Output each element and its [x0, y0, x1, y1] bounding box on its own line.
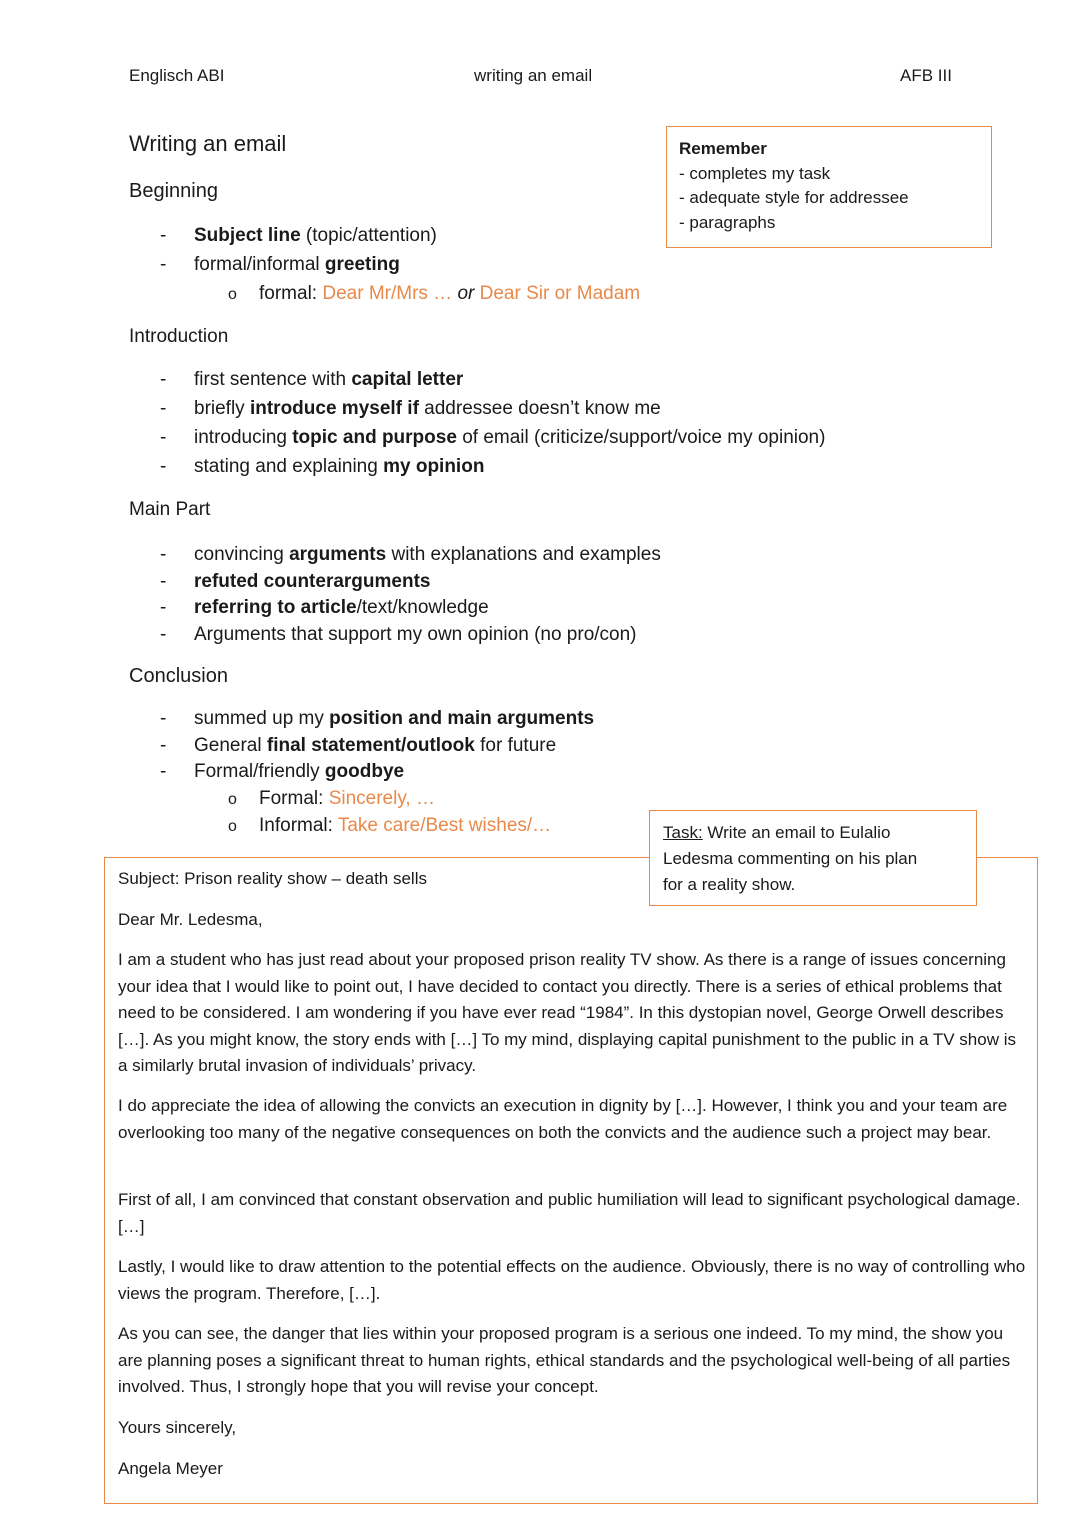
dash-bullet: -: [160, 427, 167, 448]
task-box: Task: Write an email to Eulalio Ledesma commenting on his plan for a reality show.: [649, 810, 977, 906]
email-paragraph: I am a student who has just read about your proposed prison reality TV show. As there is a range of issues concerning your idea that I would like to point out, I have decided to contact you directly. There is a series of ethical problems that need to be considered. I am wondering if you have ever read “1984”. In this dystopian novel, George Orwell describes […]. As you might know, the story ends with […] To my mind, displaying capital punishment to the public in a TV show is a similarly brutal invasion of individuals’ privacy.: [118, 950, 1016, 1075]
circle-bullet: o: [228, 818, 237, 835]
dash-bullet: -: [160, 254, 167, 275]
remember-item: - paragraphs: [679, 212, 776, 232]
page-title: Writing an email: [129, 131, 287, 156]
document-page: Englisch ABI writing an email AFB III Writing an email Remember - completes my task - adequate style for addressee - paragraphs Beginning - Subject line (topic/attention) - formal/informal greeting o formal: Dear Mr/Mrs … or Dear Sir or Madam Introduction - first sentence with capital letter - briefly introduce myself if addressee doesn’t know me - introducing topic and purpose of email (criticize/support/voice my opinion) - stating and explaining my opinion Main Part - convincing arguments with explanations and examples - refuted counterarguments - referring to article/text/knowledge - Arguments that support my own opinion (no pro/con) Conclusion - summed up my position and main arguments - General final statement/outlook for future - Formal/friendly goodbye o Formal: Sincerely, … o Informal: Take care/Best wishes/… Task: Write an email to Eulalio Ledesma commenting on his plan for a reality show. Subject: Prison reality show – death sells Dear Mr. Ledesma, I am a student who has just read about your proposed prison reality TV show. As there is a range of issues concerning your idea that I would like to point out, I have decided to contact you directly. There is a series of ethical problems that need to be considered. I am wondering if you have ever read “1984”. In this dystopian novel, George Orwell describes […]. As you might know, the story ends with […] To my mind, displaying capital punishment to the public in a TV show is a similarly brutal invasion of individuals’ privacy. I do appreciate the idea of allowing the convicts an execution in dignity by […]. However, I think you and your team are overlooking too many of the negative consequences on both the convicts and the audience such a project may bear. First of all, I am convinced that constant observation and public humiliation will lead to significant psychological damage. […] Lastly, I would like to draw attention to the potential effects on the audience. Obviously, there is no way of controlling who views the program. Therefore, […]. As you can see, the danger that lies within your proposed program is a serious one indeed. To my mind, the show you are planning poses a significant threat to human rights, ethical standards and the psychological well-being of all parties involved. Thus, I strongly hope that you will revise your concept. Yours sincerely, Angela Meyer: [0, 0, 1080, 1527]
dash-bullet: -: [160, 544, 167, 565]
dash-bullet: -: [160, 225, 167, 246]
dash-bullet: -: [160, 369, 167, 390]
email-salutation: Dear Mr. Ledesma,: [118, 910, 263, 929]
email-paragraph: I do appreciate the idea of allowing the convicts an execution in dignity by […]. However, I think you and your team are overlooking too many of the negative consequences on both the convicts and the audience such a project may bear.: [118, 1096, 1008, 1142]
circle-bullet: o: [228, 286, 237, 303]
task-label: Task:: [663, 823, 703, 842]
section-heading-main-part: Main Part: [129, 499, 211, 520]
section-heading-conclusion: Conclusion: [129, 665, 228, 687]
section-heading-beginning: Beginning: [129, 180, 218, 202]
remember-box: [666, 126, 992, 248]
dash-bullet: -: [160, 456, 167, 477]
section-heading-introduction: Introduction: [129, 326, 229, 347]
header-right: AFB III: [900, 66, 952, 85]
dash-bullet: -: [160, 571, 167, 592]
remember-item: - adequate style for addressee: [679, 188, 909, 207]
email-closing: Yours sincerely,: [118, 1418, 237, 1437]
email-paragraph: First of all, I am convinced that constant observation and public humiliation will lead to significant psychological damage. […]: [118, 1190, 1021, 1236]
dash-bullet: -: [160, 761, 167, 782]
remember-item: - completes my task: [679, 163, 831, 183]
email-subject: Subject: Prison reality show – death sells: [118, 869, 427, 888]
email-paragraph: Lastly, I would like to draw attention to the potential effects on the audience. Obviously, there is no way of controlling who views the program. Therefore, […].: [118, 1257, 1026, 1303]
dash-bullet: -: [160, 735, 167, 756]
header-center: writing an email: [474, 66, 593, 85]
header-left: Englisch ABI: [129, 66, 225, 85]
dash-bullet: -: [160, 597, 167, 618]
dash-bullet: -: [160, 708, 167, 729]
email-paragraph: As you can see, the danger that lies within your proposed program is a serious one indeed. To my mind, the show you are planning poses a significant threat to human rights, ethical standards and the psychological well-being of all parties involved. Thus, I strongly hope that you will revise your concept.: [118, 1324, 1011, 1396]
email-signature: Angela Meyer: [118, 1459, 223, 1478]
remember-heading: Remember: [679, 139, 767, 158]
dash-bullet: -: [160, 398, 167, 419]
circle-bullet: o: [228, 791, 237, 808]
dash-bullet: -: [160, 624, 167, 645]
